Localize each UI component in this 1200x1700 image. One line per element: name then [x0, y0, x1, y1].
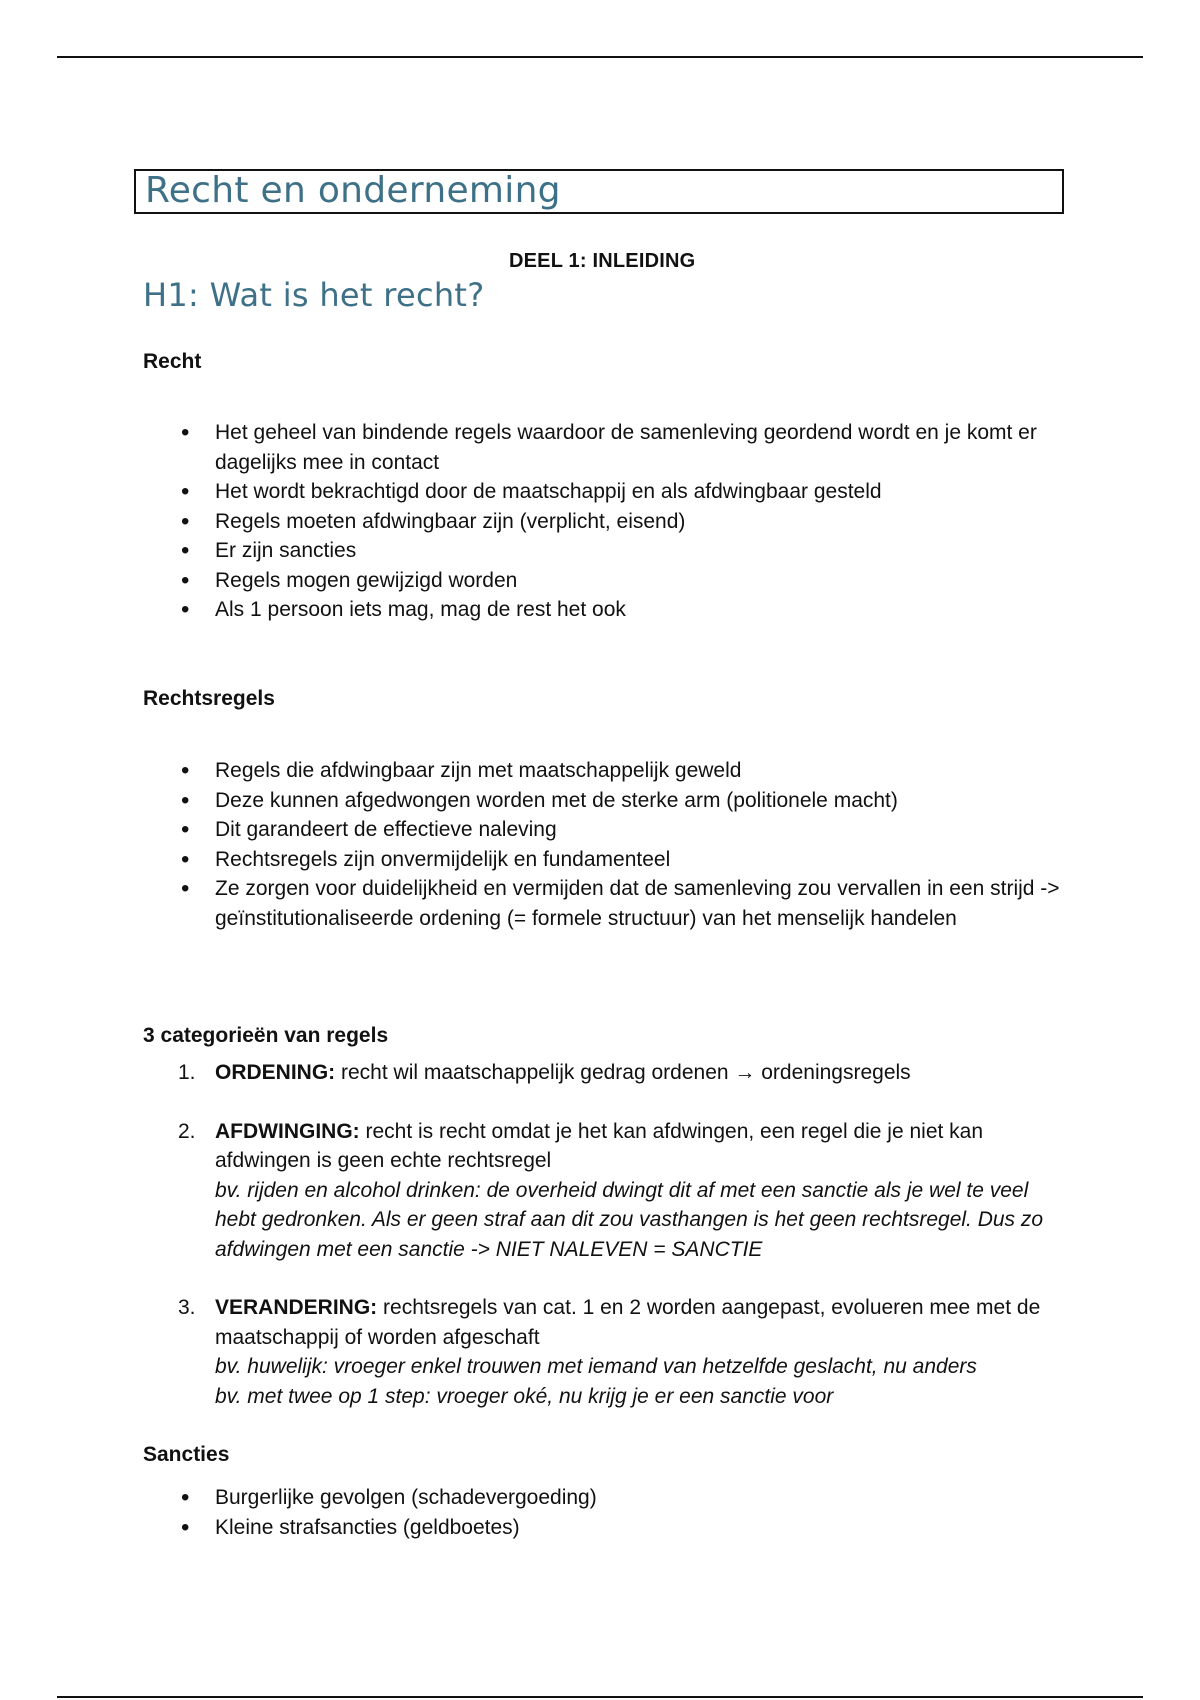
- header-rule: [57, 56, 1143, 58]
- list-item: • Burgerlijke gevolgen (schadevergoeding): [143, 1483, 1073, 1513]
- list-item: • Ze zorgen voor duidelijkheid en vermijden dat de samenleving zou vervallen in een strijd -> geïnstitutionaliseerde ordening (= formele structuur) van het menselijk handelen: [143, 874, 1073, 933]
- section-heading-recht: Recht: [143, 350, 202, 373]
- part-heading: DEEL 1: INLEIDING: [509, 250, 696, 272]
- category-text: recht is recht omdat je het kan afdwingen, een regel die je niet kan afdwingen is geen echte rechtsregel: [215, 1119, 984, 1172]
- list-item: • Het wordt bekrachtigd door de maatschappij en als afdwingbaar gesteld: [143, 477, 1073, 507]
- list-item: • Deze kunnen afgedwongen worden met de sterke arm (politionele macht): [143, 786, 1073, 816]
- section-heading-sancties: Sancties: [143, 1443, 230, 1466]
- category-item-verandering: [143, 1293, 1073, 1411]
- footer-rule: [57, 1696, 1143, 1698]
- list-item: • Dit garandeert de effectieve naleving: [143, 815, 1073, 845]
- list-item: • Er zijn sancties: [143, 536, 1073, 566]
- list-sancties: [143, 1483, 1073, 1542]
- list-item: • Regels die afdwingbaar zijn met maatschappelijk geweld: [143, 756, 1073, 786]
- list-recht: [143, 418, 1073, 625]
- section-heading-categorieen: 3 categorieën van regels: [143, 1024, 389, 1047]
- list-item: • Het geheel van bindende regels waardoor de samenleving geordend wordt en je komt er dagelijks mee in contact: [143, 418, 1073, 477]
- list-item: • Kleine strafsancties (geldboetes): [143, 1513, 1073, 1543]
- document-title: Recht en onderneming: [134, 169, 1064, 214]
- category-term: AFDWINGING:: [215, 1119, 360, 1143]
- section-heading-rechtsregels: Rechtsregels: [143, 687, 275, 710]
- category-example: bv. huwelijk: vroeger enkel trouwen met iemand van hetzelfde geslacht, nu anders: [215, 1355, 977, 1378]
- list-item: • Regels moeten afdwingbaar zijn (verplicht, eisend): [143, 507, 1073, 537]
- category-example: bv. rijden en alcohol drinken: de overheid dwingt dit af met een sanctie als je wel te veel hebt gedronken. Als er geen straf aan dit zou vasthangen is het geen rechtsregel. Dus zo afdwingen met een sanctie -> NIET NALEVEN = SANCTIE: [215, 1178, 1044, 1261]
- list-item: • Rechtsregels zijn onvermijdelijk en fundamenteel: [143, 845, 1073, 875]
- category-example: bv. met twee op 1 step: vroeger oké, nu krijg je er een sanctie voor: [215, 1384, 834, 1408]
- item-number: 1.: [178, 1061, 196, 1084]
- list-item: • Regels mogen gewijzigd worden: [143, 566, 1073, 596]
- category-term: VERANDERING:: [215, 1296, 378, 1319]
- list-item: • Als 1 persoon iets mag, mag de rest het ook: [143, 595, 1073, 625]
- category-text: recht wil maatschappelijk gedrag ordenen → ordeningsregels: [335, 1061, 911, 1084]
- category-term: ORDENING:: [215, 1061, 336, 1084]
- list-rechtsregels: [143, 756, 1073, 933]
- list-categorieen: [143, 1058, 1073, 1440]
- category-item-ordening: [143, 1058, 1073, 1088]
- item-number: 3.: [178, 1296, 196, 1319]
- category-item-afdwinging: [143, 1117, 1073, 1265]
- item-number: 2.: [178, 1119, 196, 1143]
- category-text: rechtsregels van cat. 1 en 2 worden aangepast, evolueren mee met de maatschappij of worden afgeschaft: [215, 1296, 1041, 1349]
- chapter-heading: H1: Wat is het recht?: [143, 276, 485, 314]
